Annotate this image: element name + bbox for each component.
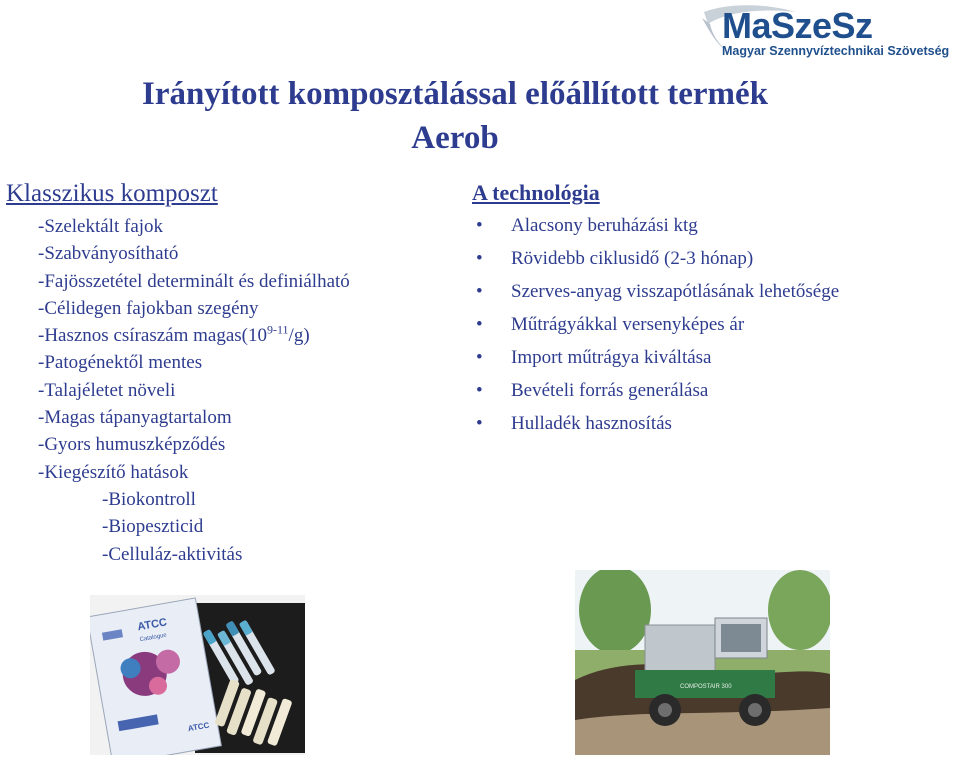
maszesz-logo — [700, 4, 956, 66]
technology-benefits-list — [476, 214, 871, 445]
exponent: 9-11 — [266, 322, 289, 337]
technology-benefit-text: Alacsony beruházási ktg — [511, 215, 698, 236]
compost-property-item — [38, 295, 350, 322]
compost-turner-photo — [575, 570, 830, 755]
right-heading: A technológia — [472, 180, 600, 205]
technology-benefit-item — [476, 280, 871, 304]
technology-benefit-text: Hulladék hasznosítás — [511, 413, 672, 434]
technology-benefit-item — [476, 247, 871, 271]
compost-property-subitem — [38, 541, 350, 568]
compost-property-text: -Biokontroll — [102, 488, 196, 510]
technology-benefit-text: Műtrágyákkal versenyképes ár — [511, 314, 745, 335]
compost-property-text: -Szelektált fajok — [38, 216, 164, 237]
bullet-icon: • — [476, 347, 483, 368]
compost-property-item — [38, 213, 350, 240]
bullet-icon: • — [476, 314, 483, 335]
compost-property-text: -Patogénektől mentes — [38, 352, 203, 374]
bullet-icon: • — [476, 248, 483, 269]
technology-benefit-item — [476, 379, 871, 403]
compost-property-text: -Celluláz-aktivitás — [102, 543, 243, 565]
compost-property-text: -Fajösszetétel determinált és definiálható — [38, 270, 350, 292]
compost-property-item — [38, 459, 350, 486]
catalog-brand: ATCC — [187, 720, 210, 734]
logo-subtitle: Magyar Szennyvíztechnikai Szövetség — [722, 44, 950, 58]
technology-benefit-item — [476, 214, 871, 238]
compost-property-item — [38, 268, 350, 295]
compost-property-text: -Szabványosítható — [38, 243, 179, 265]
compost-property-item — [38, 377, 350, 404]
compost-property-text: -Biopeszticid — [102, 516, 204, 538]
technology-benefit-text: Bevételi forrás generálása — [511, 380, 709, 401]
catalog-subtitle: Catalogue — [139, 632, 168, 644]
bullet-icon: • — [476, 281, 483, 302]
bullet-icon: • — [476, 215, 483, 236]
technology-benefit-item — [476, 346, 871, 370]
machine-label: COMPOSTAIR 300 — [680, 684, 732, 690]
compost-property-item — [38, 431, 350, 458]
technology-benefit-text: Rövidebb ciklusidő (2-3 hónap) — [511, 248, 754, 269]
compost-property-item — [38, 240, 350, 267]
technology-benefit-item — [476, 313, 871, 337]
catalog-title: ATCC — [136, 616, 168, 634]
bullet-icon: • — [476, 380, 483, 401]
compost-property-text: -Magas tápanyagtartalom — [38, 407, 232, 429]
page-title: Irányított komposztálással előállított termék — [142, 76, 768, 112]
page-subtitle: Aerob — [411, 120, 499, 156]
logo-brand: MaSzeSz — [722, 5, 873, 46]
compost-property-text: -Talajéletet növeli — [38, 379, 176, 401]
compost-property-text: -Kiegészítő hatások — [38, 461, 189, 483]
compost-property-subitem — [38, 486, 350, 513]
compost-property-text: -Célidegen fajokban szegény — [38, 297, 259, 319]
atcc-catalog-photo — [90, 595, 305, 755]
compost-property-item — [38, 322, 350, 349]
technology-benefit-text: Szerves-anyag visszapótlásának lehetősége — [511, 281, 840, 302]
unit-suffix: /g) — [288, 325, 310, 347]
compost-property-subitem — [38, 513, 350, 540]
compost-properties-list — [38, 213, 350, 568]
compost-property-text: -Hasznos csíraszám magas(10 — [38, 325, 267, 347]
bullet-icon: • — [476, 413, 483, 434]
technology-benefit-text: Import műtrágya kiváltása — [511, 347, 712, 368]
technology-benefit-item — [476, 412, 871, 436]
left-heading: Klasszikus komposzt — [6, 180, 218, 207]
compost-property-item — [38, 349, 350, 376]
compost-property-text: -Gyors humuszképződés — [38, 434, 226, 456]
compost-property-item — [38, 404, 350, 431]
